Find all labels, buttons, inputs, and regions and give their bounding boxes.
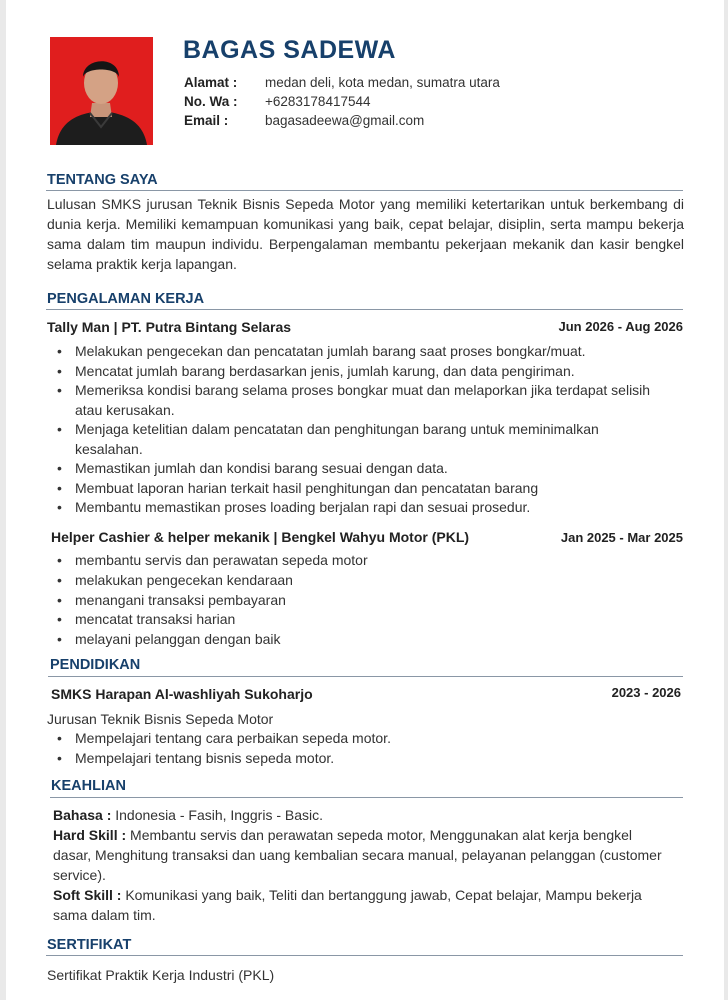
page-edge: [0, 0, 6, 1000]
job-title: Tally Man | PT. Putra Bintang Selaras: [47, 319, 292, 335]
skill-text: Komunikasi yang baik, Teliti dan bertanggung jawab, Cepat belajar, Mampu bekerja sama dalam tim.: [53, 887, 642, 923]
skill-hard: [53, 825, 673, 885]
skill-soft: [53, 885, 673, 925]
contact-value: medan deli, kota medan, sumatra utara: [265, 75, 500, 90]
education-list: [47, 729, 657, 768]
section-title-skills: KEAHLIAN: [51, 778, 126, 794]
contact-value: +6283178417544: [265, 94, 371, 109]
list-item: • melayani pelanggan dengan baik: [47, 630, 657, 650]
section-divider: [46, 309, 683, 310]
education-major: Jurusan Teknik Bisnis Sepeda Motor: [47, 711, 274, 727]
job-title: Helper Cashier & helper mekanik | Bengkel Wahyu Motor (PKL): [51, 529, 470, 545]
contact-value: bagasadeewa@gmail.com: [265, 113, 425, 128]
section-divider: [48, 676, 683, 677]
contact-label: No. Wa :: [184, 94, 238, 109]
skill-text: Membantu servis dan perawatan sepeda motor, Menggunakan alat kerja bengkel dasar, Menghitung transaksi dan uang kembalian secara manual, pelayanan pelanggan (customer service).: [53, 827, 662, 883]
about-text: Lulusan SMKS jurusan Teknik Bisnis Sepeda Motor yang memiliki ketertarikan untuk berkembang di dunia kerja. Memiliki kemampuan komunikasi yang baik, cepat belajar, disiplin, serta mampu bekerja sama dalam tim maupun individu. Berpengalaman membantu pekerjaan mekanik dan kasir bengkel selama praktik kerja lapangan.: [47, 196, 684, 272]
skill-language: [53, 805, 673, 825]
list-item: • Mencatat jumlah barang berdasarkan jenis, jumlah karung, dan data pengiriman.: [47, 362, 657, 382]
job-duties-list: [47, 551, 657, 650]
education-years: 2023 - 2026: [611, 685, 681, 700]
section-title-about: TENTANG SAYA: [47, 172, 158, 188]
section-title-certificates: SERTIFIKAT: [47, 937, 132, 953]
skill-label: Soft Skill :: [53, 887, 122, 903]
list-item: • Mempelajari tentang cara perbaikan sepeda motor.: [47, 729, 657, 749]
contact-label: Alamat :: [184, 75, 238, 90]
list-item: • Melakukan pengecekan dan pencatatan jumlah barang saat proses bongkar/muat.: [47, 342, 657, 362]
skill-label: Hard Skill :: [53, 827, 127, 843]
skill-label: Bahasa :: [53, 807, 112, 823]
list-item: • Mempelajari tentang bisnis sepeda motor.: [47, 749, 657, 769]
job-date: Jan 2025 - Mar 2025: [560, 530, 683, 545]
certificate-item: Sertifikat Praktik Kerja Industri (PKL): [47, 967, 275, 983]
list-item: • membantu servis dan perawatan sepeda motor: [47, 551, 657, 571]
skill-text: Indonesia - Fasih, Inggris - Basic.: [111, 807, 324, 823]
list-item: • Membantu memastikan proses loading berjalan rapi dan sesuai prosedur.: [47, 498, 657, 518]
page-edge: [724, 0, 728, 1000]
list-item: • menangani transaksi pembayaran: [47, 591, 657, 611]
school-name: SMKS Harapan Al-washliyah Sukoharjo: [51, 686, 313, 702]
list-item: • Memastikan jumlah dan kondisi barang sesuai dengan data.: [47, 459, 657, 479]
job-date: Jun 2026 - Aug 2026: [558, 319, 683, 334]
list-item: • Memeriksa kondisi barang selama proses bongkar muat dan melaporkan jika terdapat selisih atau kerusakan.: [47, 381, 657, 420]
list-item: • Membuat laporan harian terkait hasil penghitungan dan pencatatan barang: [47, 479, 657, 499]
list-item: • Menjaga ketelitian dalam pencatatan dan penghitungan barang untuk meminimalkan kesalahan.: [47, 420, 657, 459]
section-title-experience: PENGALAMAN KERJA: [47, 291, 205, 307]
job-duties-list: [47, 342, 657, 518]
section-title-education: PENDIDIKAN: [50, 657, 141, 673]
section-divider: [46, 955, 683, 956]
contact-label: Email :: [184, 113, 229, 128]
list-item: • melakukan pengecekan kendaraan: [47, 571, 657, 591]
section-divider: [46, 190, 683, 191]
list-item: • mencatat transaksi harian: [47, 610, 657, 630]
profile-photo: [50, 37, 153, 145]
section-divider: [50, 797, 683, 798]
candidate-name: BAGAS SADEWA: [183, 36, 396, 64]
